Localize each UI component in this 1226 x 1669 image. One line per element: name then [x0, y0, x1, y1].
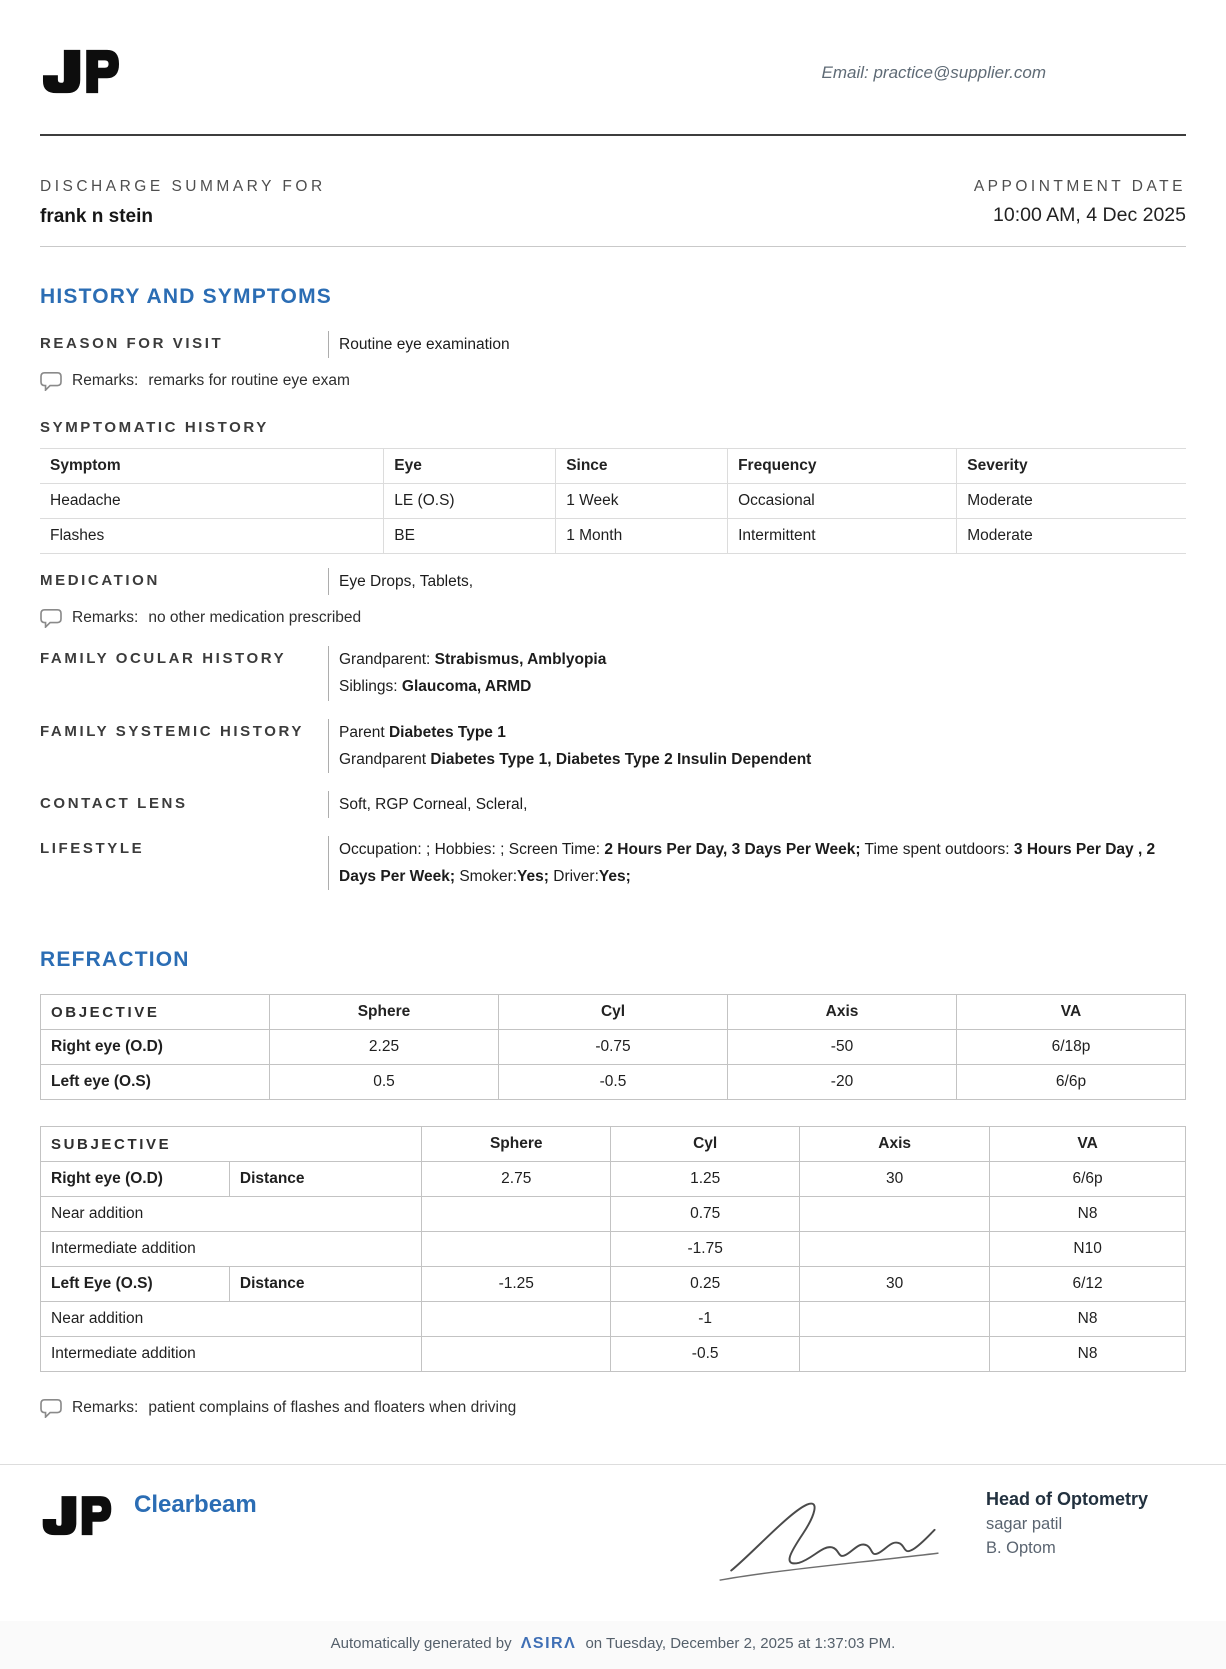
eye-row-label: Right eye (O.D) [41, 1030, 270, 1065]
generated-suffix: on Tuesday, December 2, 2025 at 1:37:03 PM. [585, 1635, 896, 1653]
refraction-remarks-row [40, 1398, 1186, 1418]
reason-for-visit-label: REASON FOR VISIT [40, 335, 224, 352]
addition-row-label: Intermediate addition [41, 1337, 422, 1372]
axis-value: 30 [800, 1267, 990, 1302]
axis-value [800, 1337, 990, 1372]
column-header: Symptom [40, 449, 384, 484]
table-header-row [41, 995, 1186, 1030]
column-header: Axis [800, 1127, 990, 1162]
family-systemic-line [339, 719, 811, 746]
axis-value [800, 1302, 990, 1337]
cyl-value: -1 [611, 1302, 800, 1337]
reason-for-visit-row [40, 331, 1186, 358]
history-section-title: HISTORY AND SYMPTOMS [40, 285, 332, 308]
practice-logo-icon [40, 1489, 114, 1545]
refraction-remarks-text: patient complains of flashes and floaters when driving [148, 1399, 517, 1417]
lifestyle-row [40, 836, 1186, 890]
medication-remarks-row [40, 608, 1186, 628]
top-bar [0, 0, 1226, 104]
remarks-bubble-icon [40, 1398, 62, 1418]
lifestyle-text-bold: 2 Hours Per Day, 3 Days Per Week; [604, 840, 861, 858]
column-header: Axis [728, 995, 957, 1030]
contact-lens-value: Soft, RGP Corneal, Scleral, [328, 791, 527, 818]
sphere-value: -1.25 [422, 1267, 611, 1302]
signatory-block [986, 1489, 1186, 1558]
symptomatic-history-table [40, 448, 1186, 554]
va-value: N8 [990, 1302, 1186, 1337]
appointment-date-value: 10:00 AM, 4 Dec 2025 [993, 204, 1186, 226]
table-cell: Moderate [957, 519, 1186, 554]
cyl-value: 1.25 [611, 1162, 800, 1197]
contact-lens-row [40, 791, 1186, 818]
family-systemic-history-value [328, 719, 811, 773]
objective-title: OBJECTIVE [41, 995, 270, 1030]
table-cell: 1 Week [556, 484, 728, 519]
family-ocular-history-value [328, 646, 606, 700]
medication-remarks-text: no other medication prescribed [148, 609, 362, 627]
family-ocular-history-label: FAMILY OCULAR HISTORY [40, 650, 287, 668]
medication-value: Eye Drops, Tablets, [328, 568, 473, 595]
lifestyle-text: Smoker: [455, 868, 518, 885]
practice-logo-icon [40, 42, 122, 104]
table-row [41, 1337, 1186, 1372]
column-header: Sphere [270, 995, 499, 1030]
cyl-value: -0.5 [499, 1065, 728, 1100]
cyl-value: -0.5 [611, 1337, 800, 1372]
va-value: 6/18p [957, 1030, 1186, 1065]
footer [0, 1464, 1226, 1601]
table-cell: Flashes [40, 519, 384, 554]
patient-name: frank n stein [40, 206, 153, 227]
axis-value: -50 [728, 1030, 957, 1065]
sphere-value [422, 1302, 611, 1337]
va-value: N8 [990, 1337, 1186, 1372]
eye-row-label: Right eye (O.D) [41, 1162, 230, 1197]
table-row [41, 1232, 1186, 1267]
signatory-title: Head of Optometry [986, 1489, 1149, 1510]
lifestyle-label: LIFESTYLE [40, 839, 145, 857]
table-cell: Intermittent [728, 519, 957, 554]
remarks-label: Remarks: [72, 1399, 139, 1417]
practice-name: Clearbeam [134, 1491, 257, 1519]
footer-brand-group [40, 1489, 257, 1545]
axis-value [800, 1232, 990, 1267]
condition-list: Glaucoma, ARMD [401, 678, 532, 696]
table-row [41, 1065, 1186, 1100]
column-header: VA [957, 995, 1186, 1030]
table-header-row [40, 449, 1186, 484]
axis-value: 30 [800, 1162, 990, 1197]
table-header-row [41, 1127, 1186, 1162]
condition-list: Diabetes Type 1, Diabetes Type 2 Insulin Dependent [430, 750, 812, 768]
cyl-value: -0.75 [499, 1030, 728, 1065]
reason-for-visit-value: Routine eye examination [328, 331, 510, 358]
relation-prefix: Grandparent: [339, 651, 435, 669]
column-header: Frequency [728, 449, 957, 484]
va-value: 6/6p [990, 1162, 1186, 1197]
appointment-date-label: APPOINTMENT DATE [973, 178, 1186, 195]
relation-prefix: Parent [339, 723, 389, 741]
table-row [40, 519, 1186, 554]
table-row [41, 1267, 1186, 1302]
relation-prefix: Siblings: [339, 678, 402, 696]
title-row [0, 136, 1226, 228]
va-value: 6/12 [990, 1267, 1186, 1302]
column-header: Severity [957, 449, 1186, 484]
remarks-bubble-icon [40, 371, 62, 391]
table-row [41, 1197, 1186, 1232]
reason-remarks-text: remarks for routine eye exam [148, 372, 350, 390]
table-cell: 1 Month [556, 519, 728, 554]
va-value: N8 [990, 1197, 1186, 1232]
reason-remarks-row [40, 371, 1186, 391]
table-row [41, 1302, 1186, 1337]
table-cell: Moderate [957, 484, 1186, 519]
table-row [41, 1030, 1186, 1065]
va-value: 6/6p [957, 1065, 1186, 1100]
discharge-title-block [40, 178, 326, 228]
lifestyle-text-bold: Yes; [598, 868, 631, 885]
medication-row [40, 568, 1186, 595]
addition-row-label: Near addition [41, 1302, 422, 1337]
cyl-value: -1.75 [611, 1232, 800, 1267]
family-ocular-history-row [40, 646, 1186, 700]
remarks-bubble-icon [40, 608, 62, 628]
axis-value [800, 1197, 990, 1232]
sphere-value: 2.75 [422, 1162, 611, 1197]
generated-prefix: Automatically generated by [330, 1635, 512, 1653]
appointment-block [974, 178, 1186, 228]
lifestyle-text: Occupation: ; Hobbies: ; Screen Time: [339, 840, 605, 858]
condition-list: Diabetes Type 1 [388, 723, 506, 741]
column-header: Cyl [499, 995, 728, 1030]
condition-list: Strabismus, Amblyopia [434, 651, 607, 669]
va-value: N10 [990, 1232, 1186, 1267]
remarks-label: Remarks: [72, 372, 139, 390]
medication-label: MEDICATION [40, 572, 160, 590]
distance-sublabel: Distance [229, 1162, 421, 1197]
column-header: Since [556, 449, 728, 484]
lifestyle-text: Driver: [548, 868, 599, 885]
relation-prefix: Grandparent [339, 750, 431, 768]
objective-refraction-table [40, 994, 1186, 1100]
axis-value: -20 [728, 1065, 957, 1100]
table-cell: Occasional [728, 484, 957, 519]
family-systemic-history-label: FAMILY SYSTEMIC HISTORY [40, 722, 305, 740]
cyl-value: 0.25 [611, 1267, 800, 1302]
contact-lens-label: CONTACT LENS [40, 794, 188, 812]
column-header: VA [990, 1127, 1186, 1162]
cyl-value: 0.75 [611, 1197, 800, 1232]
signature-image [710, 1495, 950, 1587]
sphere-value [422, 1337, 611, 1372]
family-ocular-line [339, 646, 606, 673]
family-systemic-line [339, 746, 811, 773]
table-row [41, 1162, 1186, 1197]
column-header: Eye [384, 449, 556, 484]
discharge-summary-label: DISCHARGE SUMMARY FOR [40, 178, 326, 195]
table-cell: BE [384, 519, 556, 554]
generated-strip [0, 1621, 1226, 1669]
table-row [40, 484, 1186, 519]
sphere-value: 2.25 [270, 1030, 499, 1065]
table-cell: LE (O.S) [384, 484, 556, 519]
subjective-title: SUBJECTIVE [41, 1127, 422, 1162]
table-cell: Headache [40, 484, 384, 519]
sphere-value: 0.5 [270, 1065, 499, 1100]
family-ocular-line [339, 673, 606, 700]
asira-logo: ΛSIRΛ [520, 1635, 577, 1653]
lifestyle-text-bold: Yes; [517, 868, 549, 885]
remarks-label: Remarks: [72, 609, 139, 627]
eye-row-label: Left eye (O.S) [41, 1065, 270, 1100]
addition-row-label: Near addition [41, 1197, 422, 1232]
lifestyle-value [328, 836, 1186, 890]
lifestyle-text: Time spent outdoors: [860, 840, 1014, 858]
column-header: Sphere [422, 1127, 611, 1162]
practice-email: Email: practice@supplier.com [821, 63, 1046, 82]
symptomatic-history-title: SYMPTOMATIC HISTORY [40, 419, 269, 437]
sphere-value [422, 1232, 611, 1267]
family-systemic-history-row [40, 719, 1186, 773]
column-header: Cyl [611, 1127, 800, 1162]
subjective-refraction-table [40, 1126, 1186, 1372]
sphere-value [422, 1197, 611, 1232]
signatory-qualification: B. Optom [986, 1539, 1056, 1558]
distance-sublabel: Distance [229, 1267, 421, 1302]
eye-row-label: Left Eye (O.S) [41, 1267, 230, 1302]
refraction-section-title: REFRACTION [40, 948, 190, 972]
signatory-name: sagar patil [986, 1515, 1063, 1534]
lifestyle-text-bold: 3 Hours Per Day , 2 Days Per Week; [339, 840, 1156, 885]
addition-row-label: Intermediate addition [41, 1232, 422, 1267]
